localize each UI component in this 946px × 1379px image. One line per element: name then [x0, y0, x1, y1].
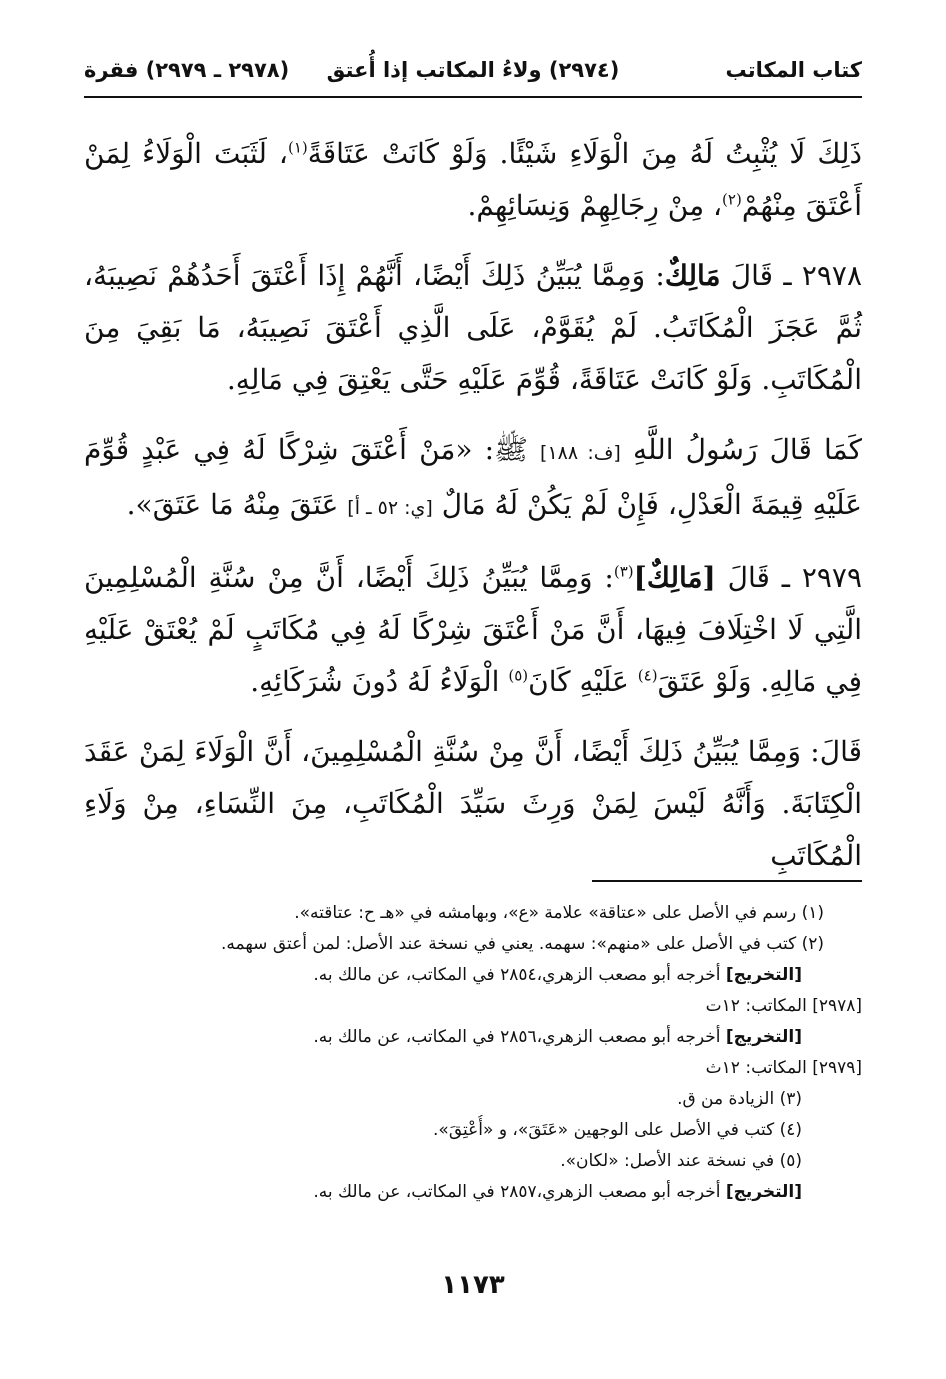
- text-span: ، لَثَبَتَ الْوَلَاءُ لِمَنْ أَعْتَقَ مِنْهُمْ: [84, 137, 862, 222]
- takhrij-text: أخرجه أبو مصعب الزهري،٢٨٥٧ في المكاتب، عن مالك به.: [313, 1182, 726, 1202]
- takhrij-2979: [84, 1022, 862, 1053]
- text-span: ـ قَالَ: [720, 259, 802, 292]
- author-name: مَالِكٌ: [664, 259, 721, 292]
- header-book-title: كتاب المكاتب: [725, 58, 862, 82]
- footnote-divider: [592, 880, 862, 882]
- footnote-1: (١) رسم في الأصل على «عتاقة» علامة «ع»، وبهامشه في «هـ ح: عتاقته».: [294, 903, 824, 923]
- text-span: عَتَقَ مِنْهُ مَا عَتَقَ».: [126, 488, 348, 521]
- footnote-ref-2: (٢): [722, 190, 742, 209]
- paragraph-continuation: [84, 128, 862, 232]
- footnote-4: (٤) كتب في الأصل على الوجهين «عَتَقَ»، و «أُعْتِقَ».: [433, 1120, 802, 1140]
- takhrij-2978: [84, 960, 862, 991]
- footnote-3: (٣) الزيادة من ق.: [677, 1089, 802, 1109]
- takhrij-label: [التخريج]: [725, 1182, 802, 1202]
- takhrij-text: أخرجه أبو مصعب الزهري،٢٨٥٦ في المكاتب، عن مالك به.: [313, 1027, 726, 1047]
- footnotes: [84, 898, 862, 1208]
- takhrij-label: [التخريج]: [725, 1027, 802, 1047]
- header-divider: [84, 96, 862, 98]
- text-span: ذَلِكَ لَا يُثْبِتُ لَهُ مِنَ الْوَلَاءِ شَيْئًا. وَلَوْ كَانَتْ عَتَاقَةً: [307, 137, 862, 170]
- paragraph-hadith: [84, 424, 862, 534]
- footnote-5: (٥) في نسخة عند الأصل: «لكان».: [560, 1151, 802, 1171]
- paragraph-2979: [84, 552, 862, 708]
- footnote-ref-3: (٣): [613, 562, 634, 581]
- header-chapter-title: (٢٩٧٤) ولاءُ المكاتب إذا أُعتق: [326, 58, 620, 82]
- reference-2978: [٢٩٧٨] المكاتب: ١٢ت: [705, 996, 862, 1016]
- salutation-glyph: ﷺ: [494, 433, 541, 466]
- author-name: [مَالِكٌ]: [633, 561, 716, 594]
- paragraph-2978: [84, 250, 862, 406]
- text-span: الْوَلَاءُ لَهُ دُونَ شُرَكَائِهِ.: [250, 665, 509, 698]
- takhrij-text: أخرجه أبو مصعب الزهري،٢٨٥٤ في المكاتب، عن مالك به.: [313, 965, 726, 985]
- page-ref: [ي: ٥٢ ـ أ]: [347, 497, 433, 519]
- text-span: كَمَا قَالَ رَسُولُ اللَّهِ: [620, 433, 863, 466]
- paragraph-final: قَالَ: وَمِمَّا يُبَيِّنُ ذَلِكَ أَيْضًا، أَنَّ مِنْ سُنَّةِ الْمُسْلِمِينَ، أَنَّ الْوَلَاءَ لِمَنْ عَقَدَ الْكِتَابَةَ. وَأَنَّهُ لَيْسَ لِمَنْ وَرِثَ سَيِّدَ الْمُكَاتَبِ، مِنَ النِّسَاءِ، مِنْ وَلَاءِ الْمُكَاتَبِ: [84, 735, 862, 872]
- text-span: ، مِنْ رِجَالِهِمْ وَنِسَائِهِمْ.: [467, 189, 723, 222]
- text-span: ـ قَالَ: [715, 561, 802, 594]
- page-ref: [ف: ١٨٨]: [540, 442, 621, 464]
- text-span: : وَمِمَّا يُبَيِّنُ ذَلِكَ أَيْضًا، أَنَّ مِنْ سُنَّةِ الْمُسْلِمِينَ الَّتِي لَا اخْتِلَافَ فِيهَا، أَنَّ مَنْ أَعْتَقَ شِرْكًا لَهُ فِي مُكَاتَبٍ لَمْ يُعْتَقْ عَلَيْهِ فِي مَالِهِ. وَلَوْ عَتَقَ: [84, 561, 862, 698]
- running-header: [84, 58, 862, 92]
- text-span: : «مَنْ أَعْتَقَ شِرْكًا لَهُ فِي عَبْدٍ قُوِّمَ عَلَيْهِ قِيمَةَ الْعَدْلِ، فَإِنْ لَمْ يَكُنْ لَهُ مَالٌ: [84, 433, 862, 521]
- paragraph-number: ٢٩٧٨: [801, 259, 862, 292]
- footnote-2: (٢) كتب في الأصل على «منهم»: سهمه. يعني في نسخة عند الأصل: لمن أعتق سهمه.: [220, 934, 824, 954]
- reference-2979: [٢٩٧٩] المكاتب: ١٢ث: [705, 1058, 862, 1078]
- takhrij-final: [84, 1177, 862, 1208]
- header-paragraph-range: (٢٩٧٨ ـ ٢٩٧٩) فقرة: [84, 58, 290, 82]
- footnote-ref-4: (٤): [637, 666, 658, 685]
- footnote-ref-5: (٥): [508, 666, 529, 685]
- text-span: عَلَيْهِ كَانَ: [528, 665, 638, 698]
- main-text: [84, 128, 862, 900]
- takhrij-label: [التخريج]: [725, 965, 802, 985]
- paragraph-number: ٢٩٧٩: [801, 561, 862, 594]
- text-span: : وَمِمَّا يُبَيِّنُ ذَلِكَ أَيْضًا، أَنَّهُمْ إِذَا أَعْتَقَ أَحَدُهُمْ نَصِيبَهُ، ثُمَّ عَجَزَ الْمُكَاتَبُ. لَمْ يُقَوَّمْ، عَلَى الَّذِي أَعْتَقَ نَصِيبَهُ، مَا بَقِيَ مِنَ الْمُكَاتَبِ. وَلَوْ كَانَتْ عَتَاقَةً، قُوِّمَ عَلَيْهِ حَتَّى يَعْتِقَ فِي مَالِهِ.: [84, 259, 862, 396]
- page-number: ١١٧٣: [441, 1270, 505, 1300]
- footnote-ref-1: (١): [287, 138, 308, 157]
